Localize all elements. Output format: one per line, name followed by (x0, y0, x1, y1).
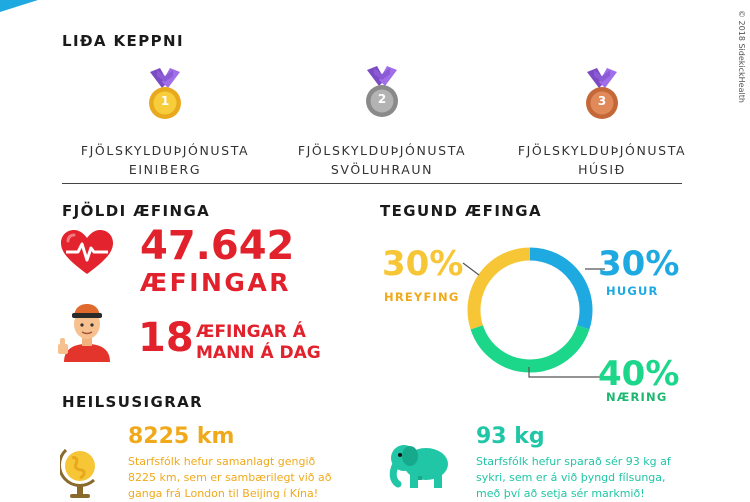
naering-label: NÆRING (606, 390, 668, 404)
distance-text-line1: Starfsfólk hefur samanlagt gengið (128, 455, 316, 468)
copyright-notice (734, 10, 748, 170)
distance-value: 8225 km (128, 424, 235, 449)
heart-rate-icon (58, 228, 116, 278)
medal-3-rank: 3 (597, 94, 607, 108)
first-place-team (60, 141, 270, 179)
second-place-line2: SVÖLUHRAUN (330, 162, 434, 177)
hreyfing-label: HREYFING (384, 290, 460, 304)
third-place-line1: FJÖLSKYLDUÞJÓNUSTA (517, 143, 687, 158)
sugar-description (476, 454, 671, 502)
distance-text-line3: ganga frá London til Beijing í Kína! (128, 487, 319, 500)
copyright-text: © 2018 SidekickHealth (737, 10, 746, 103)
second-place-line1: FJÖLSKYLDUÞJÓNUSTA (297, 143, 467, 158)
hreyfing-percent: 30% (382, 244, 464, 284)
sugar-text-line2: sykri, sem er á við þyngd fílsunga, (476, 471, 666, 484)
health-wins-title: HEILSUSIGRAR (62, 393, 204, 411)
corner-stripe-decoration (0, 0, 40, 14)
per-person-line1: ÆFINGAR Á (196, 322, 306, 342)
third-place-line2: HÚSIÐ (578, 162, 626, 177)
exercise-count-title: FJÖLDI ÆFINGA (62, 202, 211, 220)
exercise-type-title: TEGUND ÆFINGA (380, 202, 542, 220)
total-exercises-unit: ÆFINGAR (140, 268, 292, 297)
total-exercises-value: 47.642 (140, 223, 295, 269)
person-thumbs-up-icon (56, 300, 118, 362)
per-person-line2: MANN Á DAG (196, 343, 321, 363)
hugur-percent: 30% (598, 244, 680, 284)
naering-leader-line (529, 367, 605, 377)
distance-text-line2: 8225 km, sem er sambærilegt við að (128, 471, 332, 484)
medal-1-rank: 1 (160, 94, 170, 108)
sugar-text-line3: með því að setja sér markmið! (476, 487, 645, 500)
per-person-value: 18 (138, 315, 194, 361)
per-person-unit (196, 322, 321, 364)
section-divider (62, 183, 682, 184)
elephant-icon (386, 436, 454, 492)
sugar-value: 93 kg (476, 424, 545, 449)
first-place-line1: FJÖLSKYLDUÞJÓNUSTA (80, 143, 250, 158)
hugur-label: HUGUR (606, 284, 659, 298)
distance-description (128, 454, 332, 502)
third-place-team (497, 141, 707, 179)
naering-percent: 40% (598, 354, 680, 394)
sugar-text-line1: Starfsfólk hefur sparað sér 93 kg af (476, 455, 671, 468)
competition-title: LIÐA KEPPNI (62, 32, 184, 50)
donut-leader-lines (455, 255, 615, 390)
hreyfing-leader-line (463, 263, 479, 275)
medal-2-rank: 2 (377, 92, 387, 106)
second-place-team (277, 141, 487, 179)
globe-icon (60, 440, 102, 500)
first-place-line2: EINIBERG (128, 162, 202, 177)
